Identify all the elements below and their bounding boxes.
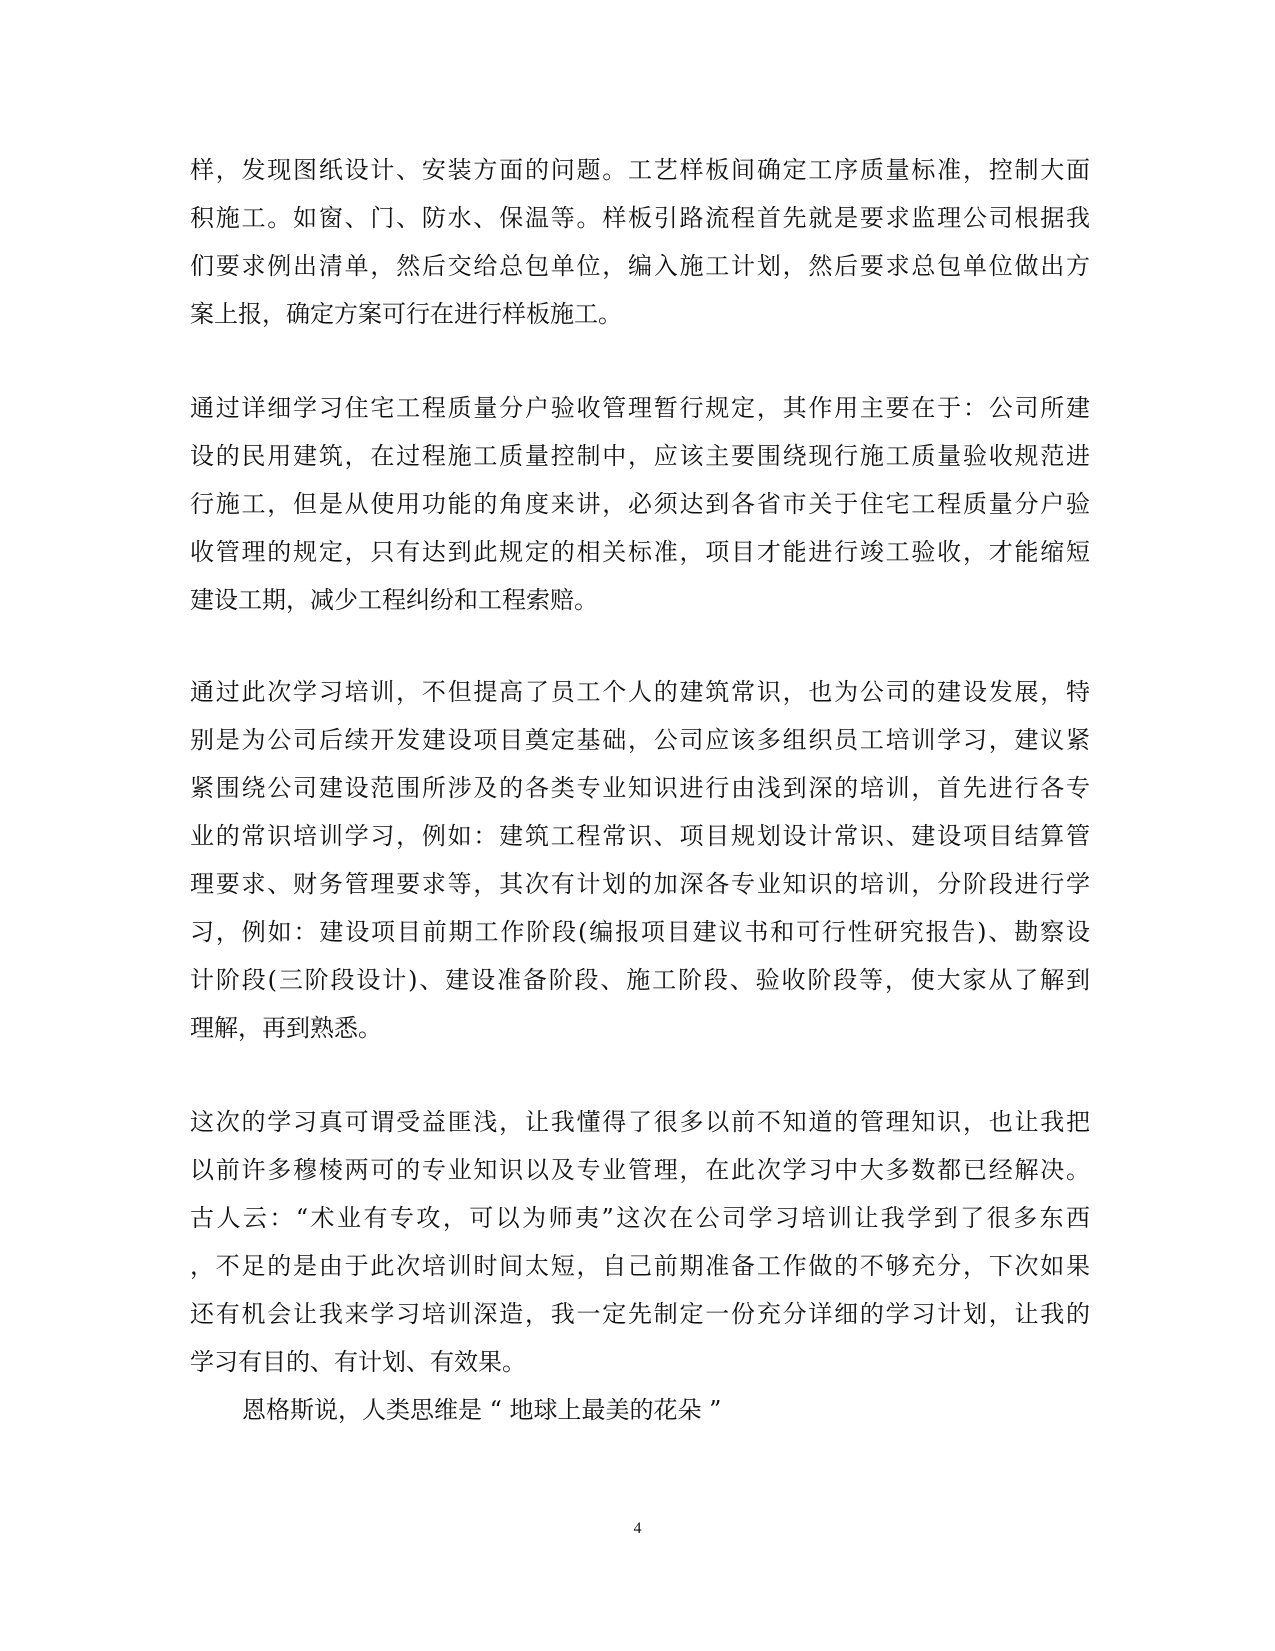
text-line: 理要求、财务管理要求等，其次有计划的加深各专业知识的培训，分阶段进行学 xyxy=(190,870,1090,898)
text-line: 理解，再到熟悉。 xyxy=(190,1014,382,1042)
text-line: 通过详细学习住宅工程质量分户验收管理暂行规定，其作用主要在于：公司所建 xyxy=(190,394,1090,422)
text-line: 还有机会让我来学习培训深造，我一定先制定一份充分详细的学习计划，让我的 xyxy=(190,1300,1090,1328)
text-line: 设的民用建筑，在过程施工质量控制中，应该主要围绕现行施工质量验收规范进 xyxy=(190,442,1090,470)
text-line: 们要求例出清单，然后交给总包单位，编入施工计划，然后要求总包单位做出方 xyxy=(190,252,1090,280)
text-line: 建设工期，减少工程纠纷和工程索赔。 xyxy=(190,586,598,614)
paragraph-1 xyxy=(190,146,1090,338)
text-line: 以前许多穆棱两可的专业知识以及专业管理，在此次学习中大多数都已经解决。 xyxy=(190,1156,1090,1184)
text-line: 古人云：“术业有专攻，可以为师夷”这次在公司学习培训让我学到了很多东西 xyxy=(190,1204,1090,1232)
text-line: 样，发现图纸设计、安装方面的问题。工艺样板间确定工序质量标准，控制大面 xyxy=(190,156,1090,184)
paragraph-4 xyxy=(190,1098,1090,1434)
text-line: 积施工。如窗、门、防水、保温等。样板引路流程首先就是要求监理公司根据我 xyxy=(190,204,1090,232)
page-number: 4 xyxy=(633,1520,642,1537)
paragraph-3 xyxy=(190,668,1090,1052)
text-line: 通过此次学习培训，不但提高了员工个人的建筑常识，也为公司的建设发展，特 xyxy=(190,678,1090,706)
text-line: 行施工，但是从使用功能的角度来讲，必须达到各省市关于住宅工程质量分户验 xyxy=(190,490,1090,518)
text-line: 收管理的规定，只有达到此规定的相关标准，项目才能进行竣工验收，才能缩短 xyxy=(190,538,1090,566)
text-line: 案上报，确定方案可行在进行样板施工。 xyxy=(190,300,622,328)
text-line: 恩格斯说，人类思维是 “ 地球上最美的花朵 ” xyxy=(242,1396,722,1424)
text-line: 这次的学习真可谓受益匪浅，让我懂得了很多以前不知道的管理知识，也让我把 xyxy=(190,1108,1090,1136)
text-line: 别是为公司后续开发建设项目奠定基础，公司应该多组织员工培训学习，建议紧 xyxy=(190,726,1090,754)
text-line: 计阶段(三阶段设计)、建设准备阶段、施工阶段、验收阶段等，使大家从了解到 xyxy=(190,966,1090,994)
text-line: 业的常识培训学习，例如：建筑工程常识、项目规划设计常识、建设项目结算管 xyxy=(190,822,1090,850)
text-line: 紧围绕公司建设范围所涉及的各类专业知识进行由浅到深的培训，首先进行各专 xyxy=(190,774,1090,802)
text-line: ，不足的是由于此次培训时间太短，自己前期准备工作做的不够充分，下次如果 xyxy=(190,1252,1090,1280)
text-line: 学习有目的、有计划、有效果。 xyxy=(190,1348,526,1376)
text-line: 习，例如：建设项目前期工作阶段(编报项目建议书和可行性研究报告)、勘察设 xyxy=(190,918,1090,946)
paragraph-2 xyxy=(190,384,1090,624)
